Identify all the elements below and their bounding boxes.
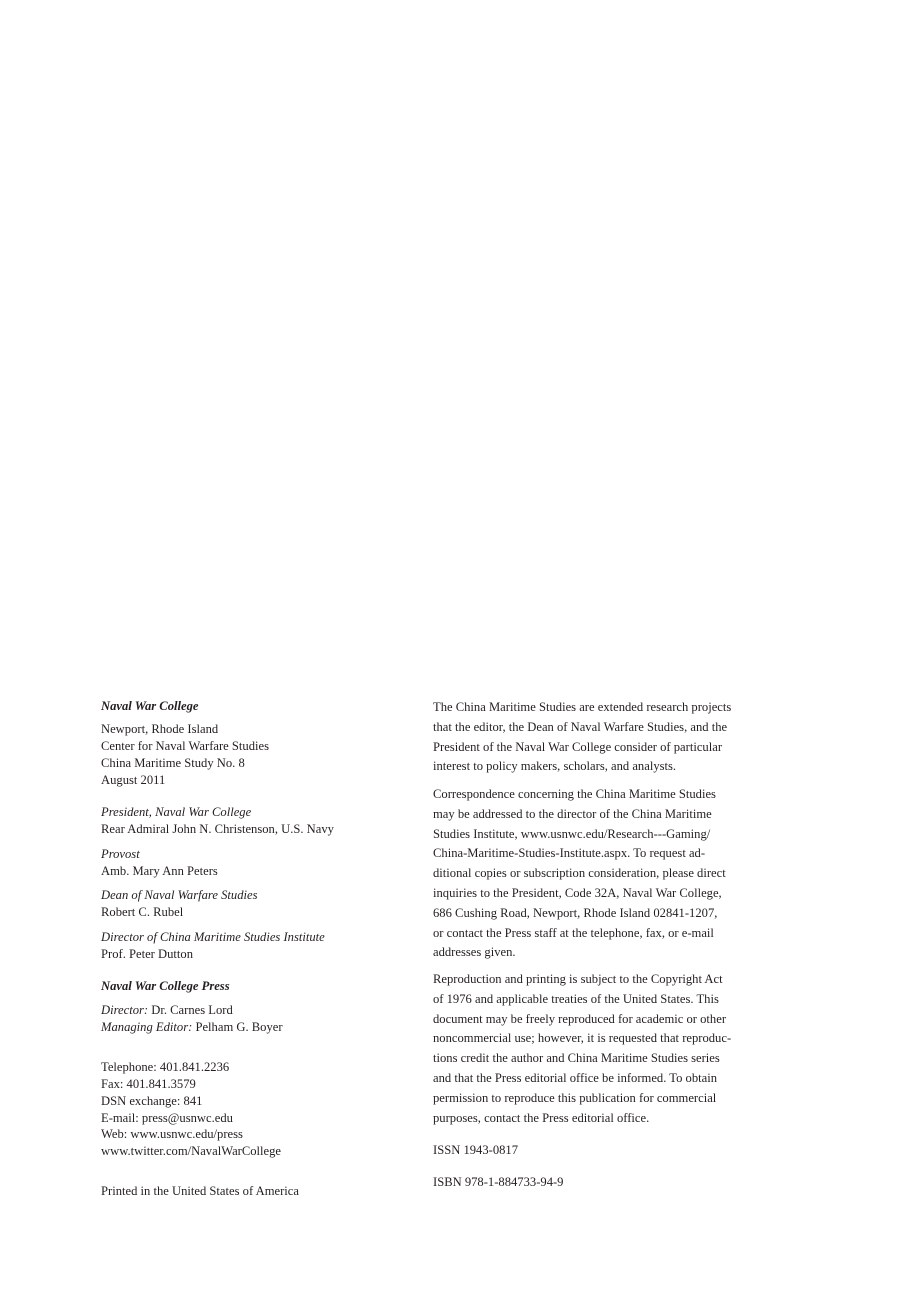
contact-line: Web: www.usnwc.edu/press <box>101 1127 243 1141</box>
location-line: China Maritime Study No. 8 <box>101 756 245 770</box>
contact-line: Telephone: 401.841.2236 <box>101 1060 230 1074</box>
paragraph-line: may be addressed to the director of the China Maritime <box>433 806 712 821</box>
official-name: Robert C. Rubel <box>101 905 184 919</box>
contact-line: Fax: 401.841.3579 <box>101 1077 196 1091</box>
paragraph-line: interest to policy makers, scholars, and analysts. <box>433 759 677 774</box>
official-title: President, Naval War College <box>101 805 252 819</box>
press-staff-name: Dr. Carnes Lord <box>148 1003 233 1017</box>
paragraph-line: purposes, contact the Press editorial office. <box>433 1110 650 1125</box>
official-name: Prof. Peter Dutton <box>101 947 193 961</box>
official-name: Rear Admiral John N. Christenson, U.S. Navy <box>101 822 334 836</box>
paragraph-line: ditional copies or subscription consideration, please direct <box>433 866 726 881</box>
contact-line: DSN exchange: 841 <box>101 1094 203 1108</box>
press-staff-line <box>101 1019 283 1036</box>
contact-line: www.twitter.com/NavalWarCollege <box>101 1144 282 1158</box>
press-heading: Naval War College Press <box>101 979 230 993</box>
location-line: Center for Naval Warfare Studies <box>101 739 270 753</box>
press-staff-role: Director: <box>101 1003 149 1017</box>
printed-note: Printed in the United States of America <box>101 1184 299 1198</box>
press-staff-role: Managing Editor: <box>101 1020 193 1034</box>
paragraph-line: inquiries to the President, Code 32A, Naval War College, <box>433 885 722 900</box>
paragraph-line: Studies Institute, www.usnwc.edu/Research---Gaming/ <box>433 826 711 841</box>
paragraph-line: noncommercial use; however, it is requested that reproduc- <box>433 1031 732 1046</box>
official-title: Director of China Maritime Studies Institute <box>101 930 325 944</box>
paragraph-line: China-Maritime-Studies-Institute.aspx. To request ad- <box>433 846 706 861</box>
official-name: Amb. Mary Ann Peters <box>101 864 218 878</box>
correspondence-paragraph <box>433 785 726 963</box>
paragraph-line: Correspondence concerning the China Maritime Studies <box>433 787 716 801</box>
reproduction-paragraph <box>433 970 731 1128</box>
paragraph-line: 686 Cushing Road, Newport, Rhode Island 02841-1207, <box>433 905 718 920</box>
contact-line: E-mail: press@usnwc.edu <box>101 1111 233 1125</box>
paragraph-line: addresses given. <box>433 945 516 960</box>
paragraph-line: that the editor, the Dean of Naval Warfare Studies, and the <box>433 719 728 734</box>
issn-number: ISSN 1943-0817 <box>433 1143 519 1157</box>
paragraph-line: or contact the Press staff at the telephone, fax, or e-mail <box>433 925 714 940</box>
paragraph-line: Reproduction and printing is subject to the Copyright Act <box>433 972 723 986</box>
college-heading: Naval War College <box>101 699 199 713</box>
official-title: Dean of Naval Warfare Studies <box>101 888 258 902</box>
press-staff-line <box>101 1002 233 1019</box>
paragraph-line: document may be freely reproduced for academic or other <box>433 1011 727 1026</box>
paragraph-line: permission to reproduce this publication for commercial <box>433 1090 717 1105</box>
official-title: Provost <box>101 847 140 861</box>
intro-paragraph <box>433 698 731 777</box>
location-line: August 2011 <box>101 773 166 787</box>
paragraph-line: and that the Press editorial office be informed. To obtain <box>433 1070 718 1085</box>
paragraph-line: President of the Naval War College consider of particular <box>433 739 723 754</box>
press-staff-name: Pelham G. Boyer <box>192 1020 283 1034</box>
paragraph-line: The China Maritime Studies are extended research projects <box>433 700 732 714</box>
paragraph-line: of 1976 and applicable treaties of the United States. This <box>433 991 719 1006</box>
location-line: Newport, Rhode Island <box>101 722 219 736</box>
isbn-number: ISBN 978-1-884733-94-9 <box>433 1175 564 1189</box>
paragraph-line: tions credit the author and China Maritime Studies series <box>433 1051 720 1066</box>
